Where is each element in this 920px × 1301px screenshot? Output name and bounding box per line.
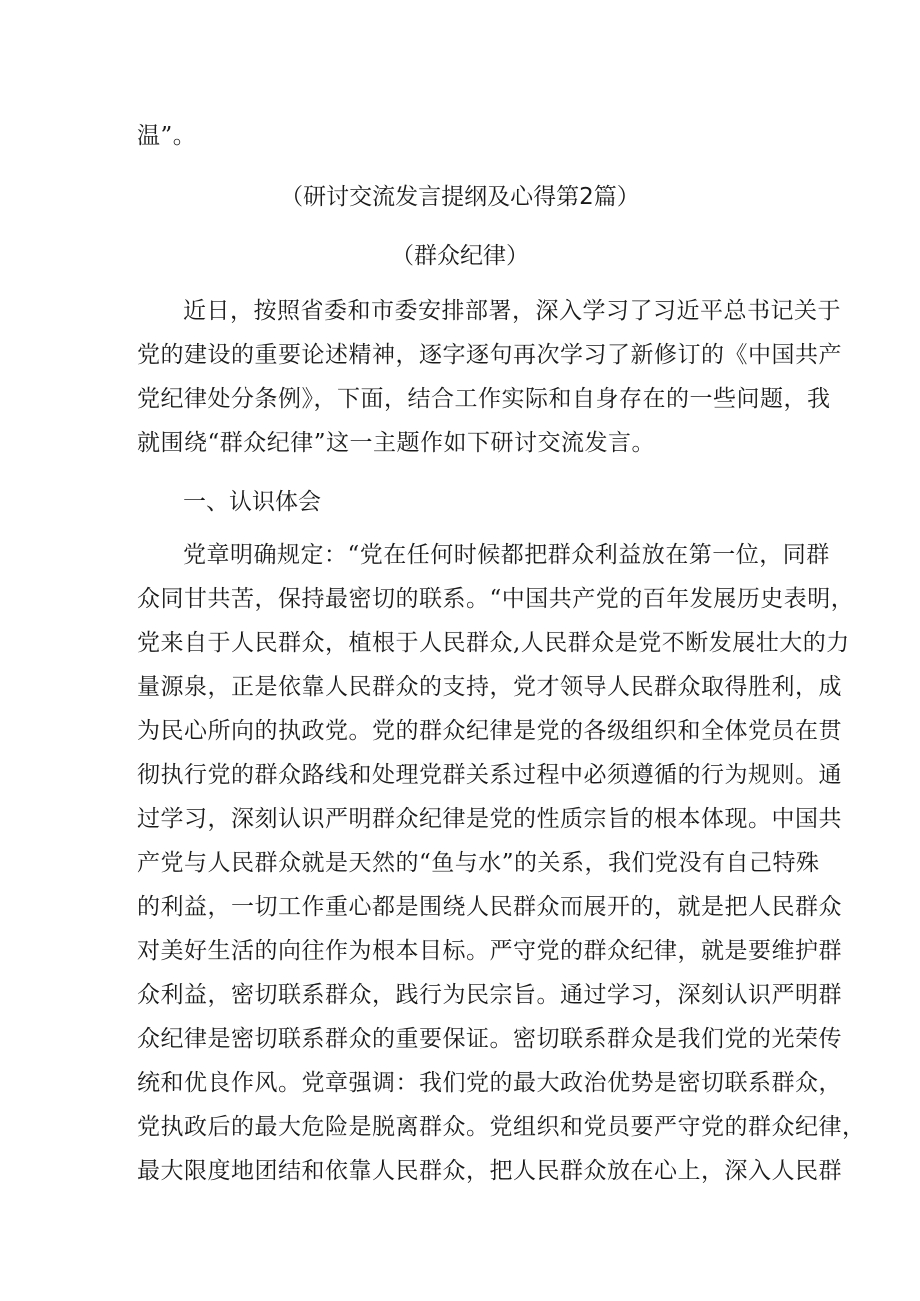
intro-line: 就围绕“群众纪律”这一主题作如下研讨交流发言。 xyxy=(137,430,656,456)
intro-line: 近日，按照省委和市委安排部署，深入学习了习近平总书记关于 xyxy=(183,298,841,324)
body-line: 对美好生活的向往作为根本目标。严守党的群众纪律，就是要维护群 xyxy=(137,938,842,964)
body-line: 过学习，深刻认识严明群众纪律是党的性质宗旨的根本体现。中国共 xyxy=(137,806,842,832)
body-line: 最大限度地团结和依靠人民群众，把人民群众放在心上，深入人民群 xyxy=(137,1158,842,1184)
body-line: 产党与人民群众就是天然的“鱼与水”的关系，我们党没有自己特殊 xyxy=(137,850,820,876)
body-line: 众纪律是密切联系群众的重要保证。密切联系群众是我们党的光荣传 xyxy=(137,1026,842,1052)
lead-in-line: 温”。 xyxy=(137,123,197,149)
body-line: 党来自于人民群众，植根于人民群众,人民群众是党不断发展壮大的力 xyxy=(137,630,850,656)
document-title: （研讨交流发言提纲及心得第2篇） xyxy=(280,184,640,210)
body-line: 统和优良作风。党章强调：我们党的最大政治优势是密切联系群众， xyxy=(137,1070,842,1096)
body-line: 党章明确规定：“党在任何时候都把群众利益放在第一位，同群 xyxy=(183,542,830,568)
section-heading: 一、认识体会 xyxy=(183,489,321,515)
document-subtitle: （群众纪律） xyxy=(391,243,529,269)
body-line: 为民心所向的执政党。党的群众纪律是党的各级组织和全体党员在贯 xyxy=(137,718,842,744)
body-line: 量源泉，正是依靠人民群众的支持，党才领导人民群众取得胜利，成 xyxy=(137,674,842,700)
body-line: 的利益，一切工作重心都是围绕人民群众而展开的，就是把人民群众 xyxy=(137,894,842,920)
body-line: 党执政后的最大危险是脱离群众。党组织和党员要严守党的群众纪律， xyxy=(137,1114,866,1140)
intro-line: 党纪律处分条例》，下面，结合工作实际和自身存在的一些问题，我 xyxy=(137,386,831,412)
body-line: 众利益，密切联系群众，践行为民宗旨。通过学习，深刻认识严明群 xyxy=(137,982,842,1008)
body-line: 众同甘共苦，保持最密切的联系。“中国共产党的百年发展历史表明， xyxy=(137,586,855,612)
intro-line: 党的建设的重要论述精神，逐字逐句再次学习了新修订的《中国共产 xyxy=(137,342,842,368)
body-line: 彻执行党的群众路线和处理党群关系过程中必须遵循的行为规则。通 xyxy=(137,762,842,788)
